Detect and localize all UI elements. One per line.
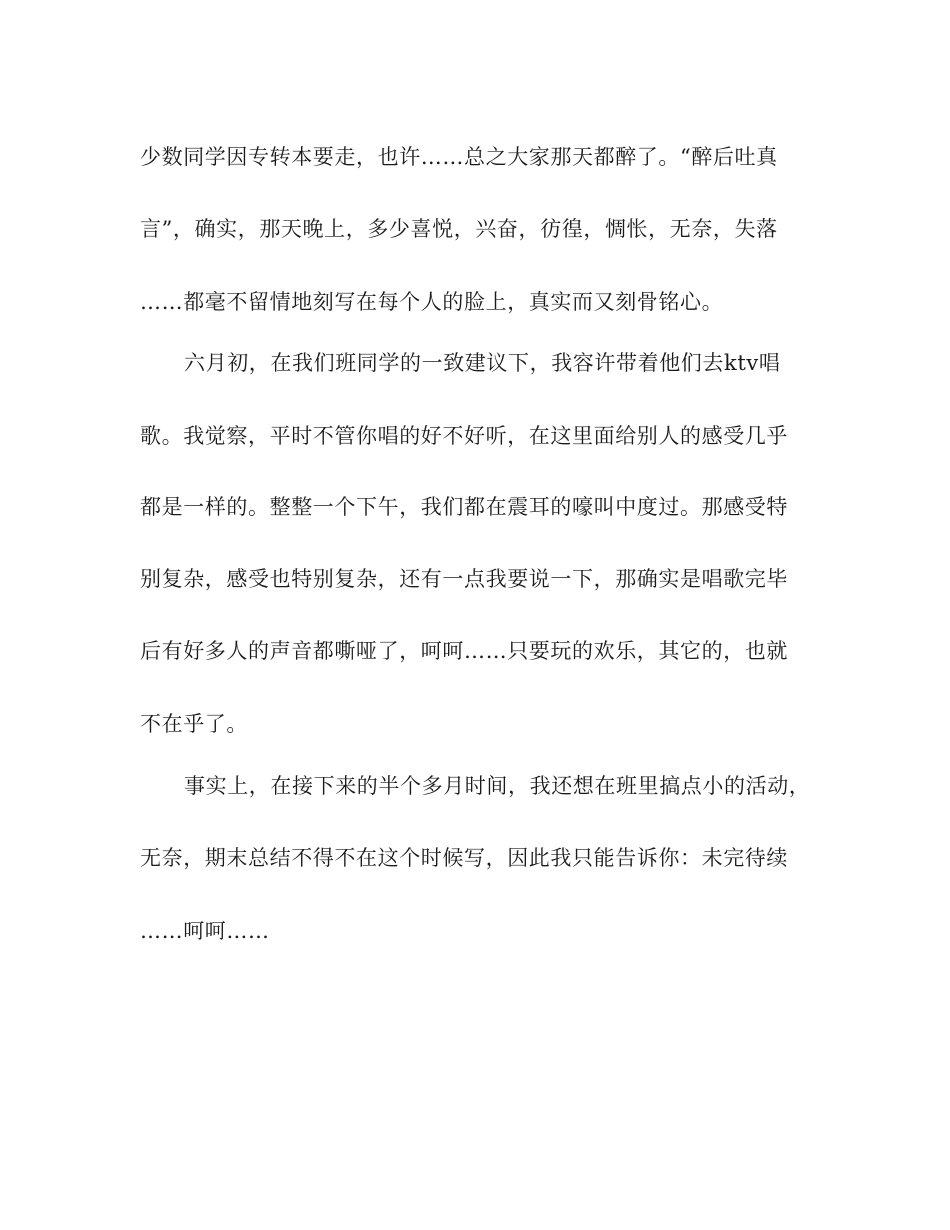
text-line: 歌。我觉察，平时不管你唱的好不好听，在这里面给别人的感受几乎 <box>140 424 788 448</box>
text-line: 少数同学因专转本要走，也许……总之大家那天都醉了。“醉后吐真 <box>140 145 778 169</box>
text-line: ……都毫不留情地刻写在每个人的脸上，真实而又刻骨铭心。 <box>140 290 724 314</box>
text-line: 都是一样的。整整一个下午，我们都在震耳的嚎叫中度过。那感受特 <box>140 495 788 519</box>
text-line: ……呵呵…… <box>140 919 270 943</box>
text-line: 不在乎了。 <box>140 712 248 736</box>
text-line: 别复杂，感受也特别复杂，还有一点我要说一下，那确实是唱歌完毕 <box>140 567 788 591</box>
text-line: 无奈，期末总结不得不在这个时候写，因此我只能告诉你：未完待续 <box>140 846 788 870</box>
paragraph-start-line: 事实上，在接下来的半个多月时间，我还想在班里搞点小的活动， <box>184 774 811 798</box>
text-line: 后有好多人的声音都嘶哑了，呵呵……只要玩的欢乐，其它的，也就 <box>140 639 788 663</box>
paragraph-start-line: 六月初，在我们班同学的一致建议下，我容许带着他们去ktv唱 <box>184 351 781 375</box>
text-line: 言”，确实，那天晚上，多少喜悦，兴奋，彷徨，惆怅，无奈，失落 <box>140 217 778 241</box>
